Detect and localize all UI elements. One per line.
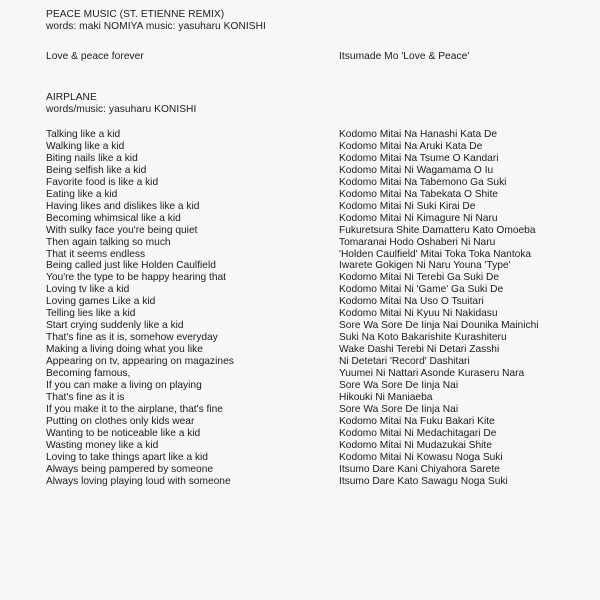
lyric-line-english: Talking like a kid [46, 129, 121, 140]
english-lyrics-column [46, 129, 234, 488]
lyric-line-english: Loving tv like a kid [46, 284, 130, 296]
lyric-line-english: Start crying suddenly like a kid [46, 320, 184, 332]
lyric-line-romaji: Kodomo Mitai Ni Mudazukai Shite [339, 439, 492, 451]
lyric-line-english: If you make it to the airplane, that's fine [46, 403, 223, 415]
lyric-line-romaji: Sore Wa Sore De Iinja Nai [339, 380, 459, 392]
lyric-line-romaji: Suki Na Koto Bakarishite Kurashiteru [339, 332, 507, 344]
lyric-line-english: Being called just like Holden Caulfield [46, 260, 216, 272]
lyric-line-english: That it seems endless [46, 248, 146, 260]
lyric-line-romaji: Kodomo Mitai Na Uso O Tsuitari [339, 296, 484, 308]
lyric-line-english: Becoming whimsical like a kid [46, 212, 181, 224]
lyric-line-english: Being selfish like a kid [46, 164, 147, 176]
song-credits-peace-music: words: maki NOMIYA music: yasuharu KONISHI [46, 21, 266, 33]
lyric-line-english: With sulky face you're being quiet [46, 224, 198, 236]
lyric-line-romaji: Kodomo Mitai Ni Suki Kirai De [339, 200, 476, 212]
lyric-line-romaji: Ni Detetari 'Record' Dashitari [339, 356, 470, 368]
lyric-line-romaji: Kodomo Mitai Na Fuku Bakari Kite [339, 415, 495, 427]
lyric-line-english: Becoming famous, [46, 368, 131, 380]
lyric-line-romaji: Kodomo Mitai Ni Terebi Ga Suki De [339, 272, 500, 284]
lyric-line-romaji: Kodomo Mitai Na Aruki Kata De [339, 140, 483, 152]
lyric-romaji-peace-music: Itsumade Mo 'Love & Peace' [339, 51, 470, 62]
lyric-line-romaji: Itsumo Dare Kato Sawagu Noga Suki [339, 475, 508, 487]
lyric-line-english: Wanting to be noticeable like a kid [46, 427, 201, 439]
lyric-line-romaji: Kodomo Mitai Na Hanashi Kata De [339, 129, 497, 140]
lyric-line-romaji: Kodomo Mitai Na Tsume O Kandari [339, 152, 499, 164]
song-title-peace-music: PEACE MUSIC (ST. ETIENNE REMIX) [46, 9, 225, 20]
lyric-line-romaji: Hikouki Ni Maniaeba [339, 391, 433, 403]
lyric-line-romaji: Kodomo Mitai Ni Wagamama O Iu [339, 164, 494, 176]
lyric-line-english: Walking like a kid [46, 140, 125, 152]
lyric-line-romaji: Yuumei Ni Nattari Asonde Kuraseru Nara [339, 368, 525, 380]
lyric-line-romaji: Sore Wa Sore De Iinja Nai [339, 403, 459, 415]
lyric-line-romaji: Wake Dashi Terebi Ni Detari Zasshi [339, 344, 500, 356]
lyric-line-english: That's fine as it is, somehow everyday [46, 332, 218, 344]
lyric-line-english: Appearing on tv, appearing on magazines [46, 356, 234, 368]
lyric-line-english: Wasting money like a kid [46, 439, 159, 451]
romaji-lyrics-column [339, 129, 539, 488]
lyric-line-english: Loving to take things apart like a kid [46, 451, 208, 463]
song-title-airplane: AIRPLANE [46, 92, 97, 103]
lyric-line-romaji: Tomaranai Hodo Oshaberi Ni Naru [339, 236, 496, 248]
lyric-line-romaji: Fukuretsura Shite Damatteru Kato Omoeba [339, 224, 536, 236]
lyric-line-english: You're the type to be happy hearing that [46, 272, 226, 284]
lyric-line-romaji: Itsumo Dare Kani Chiyahora Sarete [339, 463, 500, 475]
lyric-line-romaji: Iwarete Gokigen Ni Naru Youna 'Type' [339, 260, 511, 272]
lyric-line-english: Then again talking so much [46, 236, 171, 248]
lyric-line-romaji: 'Holden Caulfield' Mitai Toka Toka Nantoka [339, 248, 532, 260]
song-credits-airplane: words/music: yasuharu KONISHI [46, 104, 197, 116]
lyric-line-english: Always loving playing loud with someone [46, 475, 231, 487]
lyric-line-english: Putting on clothes only kids wear [46, 415, 195, 427]
lyric-line-romaji: Kodomo Mitai Ni Kowasu Noga Suki [339, 451, 503, 463]
lyric-line-english: Favorite food is like a kid [46, 176, 159, 188]
lyric-line-romaji: Kodomo Mitai Ni Medachitagari De [339, 427, 497, 439]
lyric-line-romaji: Kodomo Mitai Ni Kimagure Ni Naru [339, 212, 498, 224]
lyric-line-romaji: Kodomo Mitai Na Tabekata O Shite [339, 188, 498, 200]
lyric-english-peace-music: Love & peace forever [46, 51, 144, 62]
lyric-line-english: Loving games Like a kid [46, 296, 156, 308]
lyric-line-romaji: Kodomo Mitai Ni Kyuu Ni Nakidasu [339, 308, 498, 320]
lyric-line-romaji: Kodomo Mitai Na Tabemono Ga Suki [339, 176, 507, 188]
lyric-line-english: Telling lies like a kid [46, 308, 136, 320]
lyric-line-english: Always being pampered by someone [46, 463, 214, 475]
lyric-line-english: Having likes and dislikes like a kid [46, 200, 200, 212]
lyric-line-english: That's fine as it is [46, 391, 125, 403]
lyric-line-english: Making a living doing what you like [46, 344, 203, 356]
lyric-line-romaji: Sore Wa Sore De Iinja Nai Dounika Mainichi [339, 320, 539, 332]
lyric-line-english: Biting nails like a kid [46, 152, 138, 164]
lyric-line-english: If you can make a living on playing [46, 380, 202, 392]
lyric-line-english: Eating like a kid [46, 188, 118, 200]
lyric-line-romaji: Kodomo Mitai Ni 'Game' Ga Suki De [339, 284, 504, 296]
